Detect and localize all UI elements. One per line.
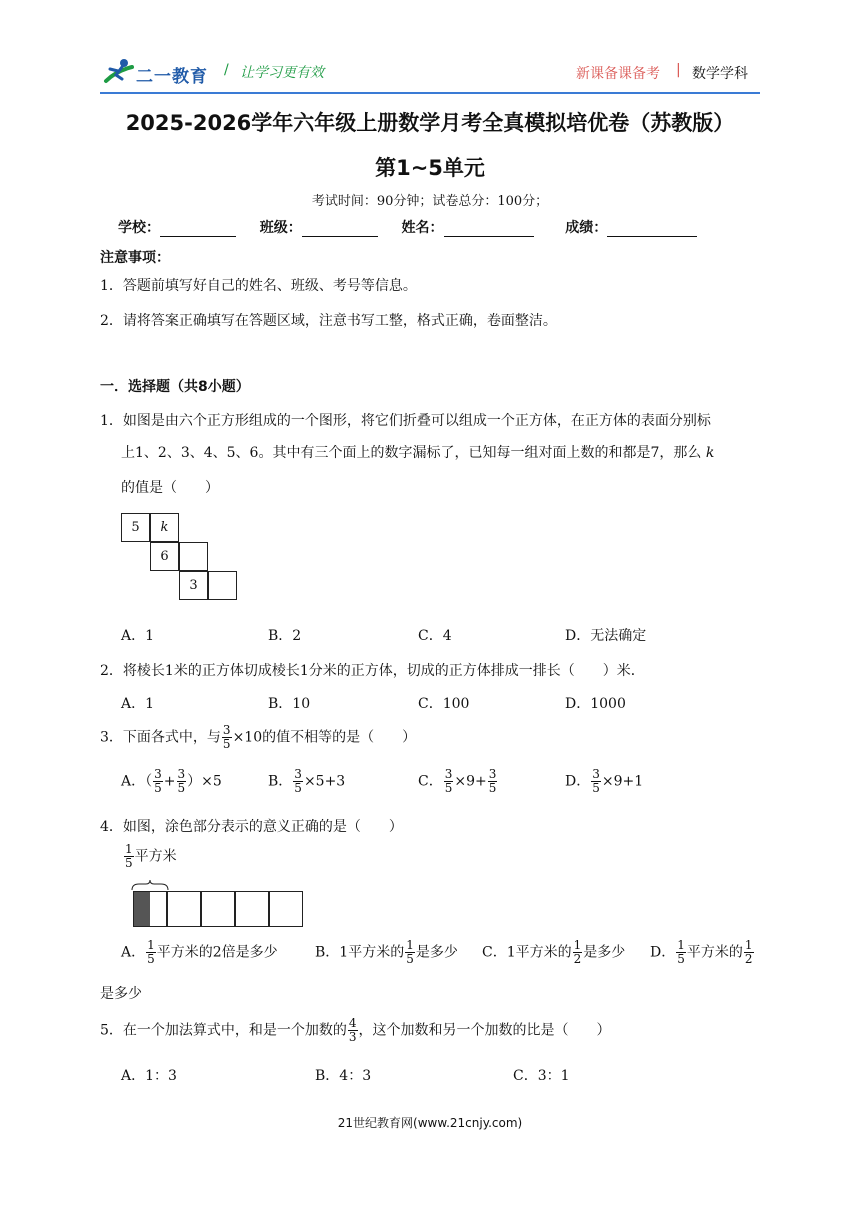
score-field[interactable] [607, 220, 697, 237]
question-1-line2 [121, 442, 714, 462]
header [100, 55, 760, 91]
fraction: $\frac{3}{5}$ [222, 723, 231, 751]
notice-item: 1．答题前填写好自己的姓名、班级、考号等信息。 [100, 278, 417, 294]
option-a[interactable]: A．（ $\frac{3}{5}$ + $\frac{3}{5}$ ）×5 [121, 767, 222, 795]
option-d[interactable]: D．无法确定 [565, 628, 647, 644]
option-b[interactable]: B．4：3 [315, 1068, 372, 1084]
option-c[interactable]: C． $\frac{3}{5}$ ×9+ $\frac{3}{5}$ [418, 767, 497, 795]
area-bar-cell [167, 891, 201, 927]
variable-k: k [705, 445, 715, 461]
option-c[interactable]: C．1平方米的 $\frac{1}{2}$ 是多少 [482, 938, 626, 966]
area-bar-cell [235, 891, 269, 927]
area-bar-cell [201, 891, 235, 927]
question-1-text: 上1、2、3、4、5、6。其中有三个面上的数字漏标了，已知每一组对面上数的和都是7，那么 [121, 445, 702, 461]
notice-item: 2．请将答案正确填写在答题区域，注意书写工整，格式正确，卷面整洁。 [100, 313, 557, 329]
area-bar-cell [133, 891, 167, 927]
option-d[interactable]: D． $\frac{3}{5}$ ×9+1 [565, 767, 644, 795]
notice-heading: 注意事项： [100, 250, 170, 266]
school-field[interactable] [160, 220, 236, 237]
option-a[interactable]: A． $\frac{1}{5}$ 平方米的2倍是多少 [121, 938, 278, 966]
slogan-slash: / [224, 62, 229, 78]
option-a[interactable]: A．1 [121, 628, 155, 644]
question-1-line1: 1．如图是由六个正方形组成的一个图形，将它们折叠可以组成一个正方体，在正方体的表面分别标 [100, 413, 711, 429]
footer: 21世纪教育网(www.21cnjy.com) [337, 1116, 523, 1130]
logo-text: 二一教育 [136, 67, 208, 87]
option-b[interactable]: B．1平方米的 $\frac{1}{5}$ 是多少 [315, 938, 458, 966]
net-cell [179, 542, 208, 571]
option-a[interactable]: A．1：3 [121, 1068, 177, 1084]
name-label: 姓名： [401, 220, 444, 236]
option-d-wrap: 是多少 [100, 986, 142, 1002]
net-cell [208, 571, 237, 600]
net-cell: 3 [179, 571, 208, 600]
section-heading: 一．选择题（共8小题） [100, 379, 250, 395]
brace-icon [131, 879, 169, 891]
option-c[interactable]: C．4 [418, 628, 452, 644]
header-tag: 新课备课备考 [576, 66, 660, 82]
class-label: 班级： [259, 220, 302, 236]
page-title: 2025-2026学年六年级上册数学月考全真模拟培优卷（苏教版） [125, 111, 735, 135]
question-2: 2．将棱长1米的正方体切成棱长1分米的正方体，切成的正方体排成一排长（ ）米． [100, 663, 645, 679]
header-subject: 数学学科 [692, 66, 748, 82]
logo [102, 57, 212, 89]
school-label: 学校： [118, 220, 160, 236]
option-b[interactable]: B．10 [268, 696, 311, 712]
question-1-line3: 的值是（ ） [121, 480, 219, 496]
option-c[interactable]: C．3：1 [513, 1068, 570, 1084]
question-5: 5．在一个加法算式中，和是一个加数的 $\frac{4}{3}$ ，这个加数和另一个加数的比是（ ） [100, 1016, 611, 1044]
question-3-pre: 3．下面各式中，与 [100, 729, 221, 746]
net-cell: 6 [150, 542, 179, 571]
net-cell: k [150, 513, 179, 542]
fraction: $\frac{4}{3}$ [348, 1016, 357, 1044]
option-d[interactable]: D． $\frac{1}{5}$ 平方米的 $\frac{1}{2}$ [650, 938, 753, 966]
net-cell: 5 [121, 513, 150, 542]
area-label: $\frac{1}{5}$ 平方米 [125, 842, 177, 870]
shaded-region [134, 892, 150, 926]
option-a[interactable]: A．1 [121, 696, 155, 712]
question-4: 4．如图，涂色部分表示的意义正确的是（ ） [100, 819, 403, 835]
option-b[interactable]: B．2 [268, 628, 302, 644]
runner-logo-icon [102, 57, 138, 87]
question-3 [100, 724, 416, 751]
area-bar-cell [269, 891, 303, 927]
option-b[interactable]: B． $\frac{3}{5}$ ×5+3 [268, 767, 346, 795]
header-divider: | [676, 62, 681, 78]
option-c[interactable]: C．100 [418, 696, 470, 712]
slogan: 让学习更有效 [240, 65, 324, 81]
class-field[interactable] [302, 220, 378, 237]
name-field[interactable] [444, 220, 534, 237]
score-label: 成绩： [565, 220, 608, 236]
question-3-post: ×10的值不相等的是（ ） [232, 729, 417, 746]
option-d[interactable]: D．1000 [565, 696, 626, 712]
exam-info: 考试时间：90分钟；试卷总分：100分； [311, 194, 549, 209]
page-subtitle: 第1~5单元 [375, 156, 485, 180]
cube-net [121, 513, 243, 605]
student-fields [118, 217, 697, 237]
header-rule [100, 92, 760, 94]
